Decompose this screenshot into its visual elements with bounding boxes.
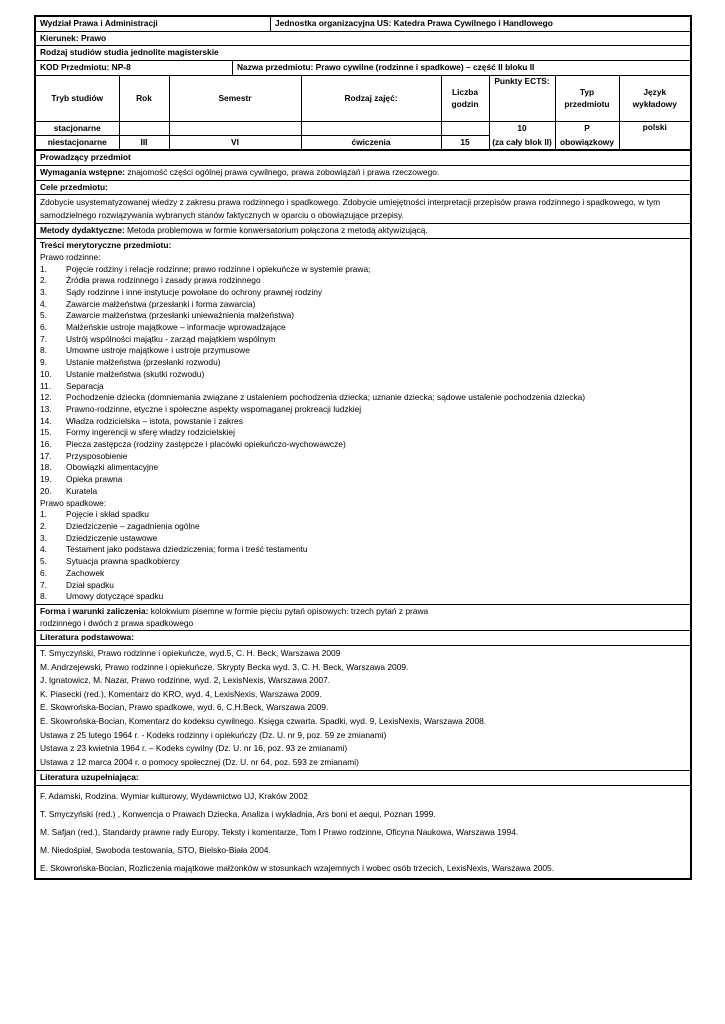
class-type-fulltime bbox=[301, 122, 441, 136]
literature-entry: Ustawa z 25 lutego 1964 r. - Kodeks rodzinny i opiekuńczy (Dz. U. nr 9, poz. 59 ze zmianami) bbox=[40, 729, 387, 740]
list-item-number: 2. bbox=[40, 521, 47, 531]
field-of-study: Kierunek: Prawo bbox=[36, 32, 690, 47]
list-item bbox=[40, 404, 686, 416]
list-item-number: 6. bbox=[40, 567, 47, 578]
ects-value: 10 bbox=[489, 122, 555, 136]
hours-fulltime bbox=[441, 122, 489, 136]
list-item-number: 17. bbox=[40, 450, 52, 461]
table-row-parttime bbox=[36, 136, 690, 150]
prerequisites-label: Wymagania wstępne: bbox=[40, 167, 126, 178]
list-item-number: 15. bbox=[40, 427, 52, 438]
list-item-text: Pochodzenie dziecka (domniemania związane z ustaleniem pochodzenia dziecka; uznanie dziecka; sądowe ustalenie pochodzenia dziecka) bbox=[66, 392, 586, 403]
list-item-number: 9. bbox=[40, 357, 47, 368]
list-item bbox=[40, 533, 686, 545]
list-item-number: 4. bbox=[40, 544, 47, 555]
literature-entry: F. Adamski, Rodzina. Wymiar kulturowy, Wydawnictwo UJ, Kraków 2002 bbox=[40, 791, 308, 802]
list-item-text: Sądy rodzinne i inne instytucje powołane do ochrony prawnej rodziny bbox=[66, 286, 323, 297]
assessment-label: Forma i warunki zaliczenia: bbox=[40, 605, 149, 616]
course-code: KOD Przedmiotu: NP-8 bbox=[40, 62, 131, 73]
course-code-row bbox=[36, 61, 690, 76]
mode-parttime: niestacjonarne bbox=[36, 136, 119, 150]
study-type: Rodzaj studiów studia jednolite magisterskie bbox=[40, 47, 219, 58]
table-row-fulltime bbox=[36, 122, 690, 136]
table-header-row bbox=[36, 76, 690, 122]
list-item-text: Pojęcie i skład spadku bbox=[66, 509, 149, 520]
list-item bbox=[40, 580, 686, 592]
list-item-number: 4. bbox=[40, 298, 47, 309]
literature-entry: E. Skowrońska-Bocian, Rozliczenia majątkowe małżonków w stosunkach wzajemnych i wobec osób trzecich, LexisNexis, Warszawa 2005. bbox=[40, 863, 555, 874]
list-item-number: 18. bbox=[40, 462, 52, 473]
list-item bbox=[40, 486, 686, 498]
prerequisites-text: znajomość części ogólnej prawa cywilnego, prawa zobowiązań i prawa rzeczowego. bbox=[127, 167, 440, 178]
year-value: III bbox=[119, 136, 169, 150]
list-item-text: Ustanie małżeństwa (skutki rozwodu) bbox=[66, 368, 205, 379]
course-syllabus-sheet bbox=[34, 15, 692, 880]
header-semester: Semestr bbox=[169, 76, 301, 122]
course-type-value: obowiązkowy bbox=[555, 136, 619, 150]
list-item-text: Formy ingerencji w sferę władzy rodzicielskiej bbox=[66, 427, 235, 438]
course-name: Nazwa przedmiotu: Prawo cywilne (rodzinne i spadkowe) – część II bloku II bbox=[232, 61, 690, 75]
header-ects: Punkty ECTS: bbox=[489, 76, 555, 122]
list-item-number: 11. bbox=[40, 380, 52, 391]
assessment-section bbox=[36, 605, 690, 631]
field-of-study-section bbox=[36, 32, 690, 61]
list-item bbox=[40, 287, 686, 299]
list-item bbox=[40, 509, 686, 521]
list-item bbox=[40, 369, 686, 381]
literature-entry: J. Ignatowicz, M. Nazar, Prawo rodzinne, wyd. 2, LexisNexis, Warszawa 2007. bbox=[40, 675, 331, 686]
list-item-text: Źródła prawa rodzinnego i zasady prawa rodzinnego bbox=[66, 275, 261, 286]
header-year: Rok bbox=[119, 76, 169, 122]
list-item bbox=[40, 439, 686, 451]
course-type-code: P bbox=[555, 122, 619, 136]
list-item-number: 3. bbox=[40, 532, 47, 543]
header-language: Język wykładowy bbox=[619, 76, 690, 122]
list-item bbox=[40, 299, 686, 311]
objectives-label: Cele przedmiotu: bbox=[36, 181, 690, 196]
list-item-number: 13. bbox=[40, 403, 52, 414]
list-item bbox=[40, 556, 686, 568]
list-item-number: 16. bbox=[40, 439, 52, 450]
basic-literature-list bbox=[40, 647, 686, 769]
objectives-text: Zdobycie usystematyzowanej wiedzy z zakresu prawa rodzinnego i spadkowego. Zdobycie umiejętności interpretacji przepisów prawa rodzinnego i spadkowego, w tym samodzielnego rozwiązywania wybranych stanów faktycznych w oparciu o obowiązujące przepisy. bbox=[40, 197, 661, 221]
hours-value: 15 bbox=[441, 136, 489, 150]
language-value: polski bbox=[619, 122, 690, 150]
literature-entry: E. Skowrońska-Bocian, Komentarz do kodeksu cywilnego. Księga czwarta. Spadki, wyd. 9, LexisNexis, Warszawa 2008. bbox=[40, 716, 487, 726]
list-item bbox=[40, 264, 686, 276]
list-item-number: 2. bbox=[40, 275, 47, 286]
list-item-text: Obowiązki alimentacyjne bbox=[66, 462, 159, 473]
list-item-number: 7. bbox=[40, 333, 47, 344]
objectives-section bbox=[36, 181, 690, 225]
list-item-number: 12. bbox=[40, 392, 52, 403]
list-item-number: 10. bbox=[40, 368, 52, 379]
list-item-text: Opieka prawna bbox=[66, 474, 123, 485]
list-item-text: Władza rodzicielska – istota, powstanie i zakres bbox=[66, 415, 243, 426]
lecturer-section: Prowadzący przedmiot bbox=[36, 151, 690, 166]
ects-note: (za cały blok II) bbox=[489, 136, 555, 150]
prerequisites-section bbox=[36, 166, 690, 181]
list-item-text: Dziedziczenie ustawowe bbox=[66, 532, 158, 543]
content-label: Treści merytoryczne przedmiotu: bbox=[40, 240, 172, 251]
list-item-text: Ustrój wspólności majątku - zarząd majątkiem wspólnym bbox=[66, 333, 276, 344]
list-item-number: 7. bbox=[40, 579, 47, 590]
mode-fulltime: stacjonarne bbox=[36, 122, 119, 136]
methods-section bbox=[36, 224, 690, 239]
header-study-mode: Tryb studiów bbox=[36, 76, 119, 122]
class-type-value: ćwiczenia bbox=[301, 136, 441, 150]
list-item-text: Umowy dotyczące spadku bbox=[66, 591, 164, 602]
literature-entry: Ustawa z 23 kwietnia 1964 r. – Kodeks cywilny (Dz. U. nr 16, poz. 93 ze zmianami) bbox=[40, 743, 348, 754]
inheritance-law-title: Prawo spadkowe: bbox=[40, 497, 107, 508]
list-item-number: 5. bbox=[40, 310, 47, 321]
list-item-number: 6. bbox=[40, 322, 47, 333]
list-item-text: Sytuacja prawna spadkobiercy bbox=[66, 556, 180, 567]
list-item-text: Prawno-rodzinne, etyczne i społeczne aspekty wspomaganej prokreacji ludzkiej bbox=[66, 403, 362, 414]
header-class-type: Rodzaj zajęć: bbox=[301, 76, 441, 122]
list-item-number: 14. bbox=[40, 415, 52, 426]
assessment-text-line2: rodzinnego i dwóch z prawa spadkowego bbox=[40, 617, 194, 628]
faculty-name: Wydział Prawa i Administracji bbox=[40, 18, 158, 28]
list-item bbox=[40, 591, 686, 603]
list-item-text: Dział spadku bbox=[66, 579, 114, 590]
literature-entry: M. Safjan (red.), Standardy prawne rady Europy. Teksty i komentarze, Tom I Prawo rodzinne, Oficyna Naukowa, Warszawa 1994. bbox=[40, 827, 519, 838]
list-item-number: 8. bbox=[40, 345, 47, 356]
list-item-text: Małżeńskie ustroje majątkowe – informacje wprowadzające bbox=[66, 322, 286, 333]
header-course-type: Typ przedmiotu bbox=[555, 76, 619, 122]
list-item-text: Ustanie małżeństwa (przesłanki rozwodu) bbox=[66, 357, 221, 368]
list-item bbox=[40, 544, 686, 556]
literature-entry: T. Smyczyński (red.) , Konwencja o Prawach Dziecka. Analiza i wykładnia, Ars boni et aequi, Poznan 1999. bbox=[40, 809, 436, 820]
list-item-number: 8. bbox=[40, 591, 47, 602]
list-item bbox=[40, 310, 686, 322]
list-item bbox=[40, 392, 686, 404]
supplementary-literature-label: Literatura uzupełniająca: bbox=[36, 771, 690, 786]
list-item bbox=[40, 427, 686, 439]
list-item bbox=[40, 381, 686, 393]
list-item bbox=[40, 474, 686, 486]
header-hours: Liczba godzin bbox=[441, 76, 489, 122]
list-item bbox=[40, 334, 686, 346]
content-section bbox=[36, 239, 690, 605]
list-item-text: Pojęcie rodziny i relacje rodzinne; prawo rodzinne i opiekuńcze w systemie prawa; bbox=[66, 263, 371, 274]
literature-entry: K. Piasecki (red.), Komentarz do KRO, wyd. 4, LexisNexis, Warszawa 2009. bbox=[40, 688, 322, 699]
list-item bbox=[40, 451, 686, 463]
literature-entry: Ustawa z 12 marca 2004 r. o pomocy społecznej (Dz. U. nr 64, poz. 593 ze zmianami) bbox=[40, 756, 359, 767]
list-item-number: 19. bbox=[40, 474, 52, 485]
course-details-table bbox=[36, 76, 690, 152]
supplementary-literature-list bbox=[40, 787, 686, 877]
list-item bbox=[40, 416, 686, 428]
supplementary-literature-section bbox=[36, 771, 690, 878]
year-fulltime bbox=[119, 122, 169, 136]
semester-fulltime bbox=[169, 122, 301, 136]
list-item bbox=[40, 322, 686, 334]
list-item-text: Kuratela bbox=[66, 485, 98, 496]
literature-entry: E. Skowrońska-Bocian, Prawo spadkowe, wyd. 6, C.H.Beck, Warszawa 2009. bbox=[40, 702, 329, 713]
list-item bbox=[40, 568, 686, 580]
list-item-number: 20. bbox=[40, 485, 52, 496]
list-item-number: 3. bbox=[40, 286, 47, 297]
list-item-number: 1. bbox=[40, 509, 47, 520]
literature-entry: M. Niedośpiał, Swoboda testowania, STO, Bielsko-Biała 2004. bbox=[40, 845, 271, 856]
inheritance-law-list bbox=[40, 509, 686, 603]
basic-literature-label: Literatura podstawowa: bbox=[36, 631, 690, 646]
basic-literature-section bbox=[36, 631, 690, 771]
list-item-text: Zawarcie małżeństwa (przesłanki i forma zawarcia) bbox=[66, 298, 256, 309]
list-item-text: Dziedziczenie – zagadnienia ogólne bbox=[66, 521, 200, 531]
list-item-text: Separacja bbox=[66, 380, 104, 391]
list-item-text: Testament jako podstawa dziedziczenia; forma i treść testamentu bbox=[66, 544, 308, 555]
assessment-text-line1: kolokwium pisemne w formie pięciu pytań opisowych: trzech pytań z prawa bbox=[150, 605, 429, 616]
family-law-list bbox=[40, 264, 686, 498]
list-item-text: Przysposobienie bbox=[66, 450, 128, 461]
header-row bbox=[36, 17, 690, 32]
list-item-number: 1. bbox=[40, 263, 47, 274]
list-item bbox=[40, 275, 686, 287]
list-item bbox=[40, 357, 686, 369]
list-item-number: 5. bbox=[40, 556, 47, 567]
list-item bbox=[40, 462, 686, 474]
list-item-text: Piecza zastępcza (rodziny zastępcze i placówki opiekuńczo-wychowawcze) bbox=[66, 439, 346, 450]
literature-entry: M. Andrzejewski, Prawo rodzinne i opiekuńcze. Skrypty Becka wyd. 3, C. H. Beck, Warszawa 2009. bbox=[40, 661, 409, 672]
literature-entry: T. Smyczyński, Prawo rodzinne i opiekuńcze, wyd.5, C. H. Beck, Warszawa 2009 bbox=[40, 648, 341, 659]
list-item-text: Zawarcie małżeństwa (przesłanki unieważnienia małżeństwa) bbox=[66, 310, 295, 321]
list-item bbox=[40, 345, 686, 357]
list-item-text: Umowne ustroje majątkowe i ustroje przymusowe bbox=[66, 345, 250, 356]
family-law-title: Prawo rodzinne: bbox=[40, 251, 101, 262]
semester-value: VI bbox=[169, 136, 301, 150]
list-item-text: Zachowek bbox=[66, 567, 105, 578]
list-item bbox=[40, 521, 686, 533]
methods-label: Metody dydaktyczne: bbox=[40, 225, 125, 236]
organizational-unit: Jednostka organizacyjna US: Katedra Prawa Cywilnego i Handlowego bbox=[270, 17, 690, 31]
methods-text: Metoda problemowa w formie konwersatorium połączona z metodą aktywizującą. bbox=[127, 225, 428, 236]
